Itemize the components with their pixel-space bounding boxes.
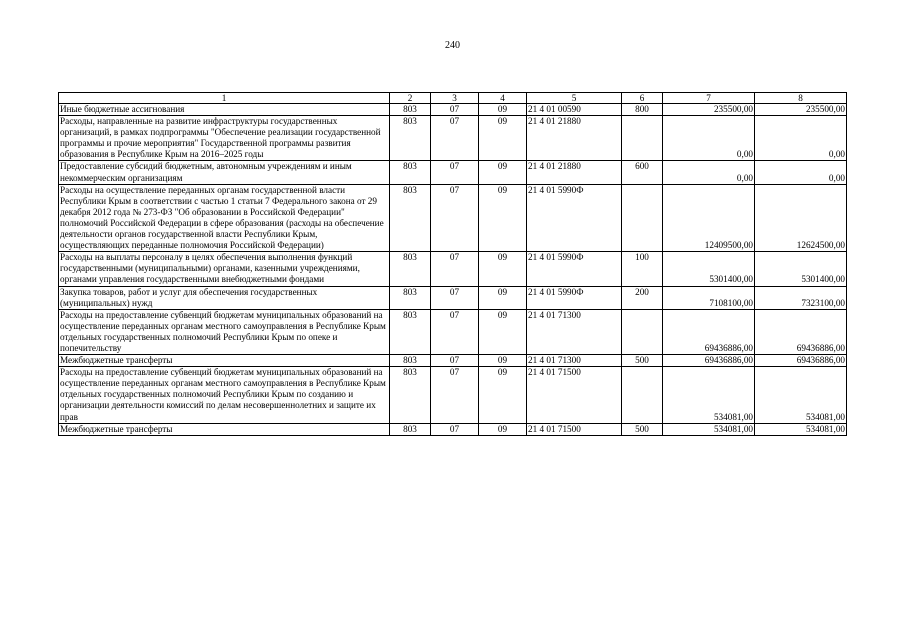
target-article-cell: 21 4 01 71300 xyxy=(527,309,622,354)
amount-year2-cell: 534081,00 xyxy=(755,423,847,435)
expense-name-cell: Расходы, направленные на развитие инфраструктуры государственных организаций, в рамках подпрограммы "Обеспечение реализации государственной программы и прочие мероприятия" Государственной программы развития образования в Республике Крым на 2016–2025 годы xyxy=(59,116,390,161)
table-row xyxy=(59,116,847,161)
expense-type-cell: 500 xyxy=(622,355,663,367)
table-row xyxy=(59,184,847,252)
amount-year1-cell: 0,00 xyxy=(663,161,755,184)
amount-year2-cell: 0,00 xyxy=(755,161,847,184)
ministry-code-cell: 803 xyxy=(390,309,431,354)
table-row xyxy=(59,286,847,309)
expense-name-cell: Закупка товаров, работ и услуг для обеспечения государственных (муниципальных) нужд xyxy=(59,286,390,309)
target-article-cell: 21 4 01 5990Ф xyxy=(527,286,622,309)
amount-year1-cell: 69436886,00 xyxy=(663,309,755,354)
target-article-cell: 21 4 01 71500 xyxy=(527,367,622,423)
ministry-code-cell: 803 xyxy=(390,423,431,435)
section-code-cell: 07 xyxy=(431,367,479,423)
amount-year1-cell: 534081,00 xyxy=(663,367,755,423)
section-code-cell: 07 xyxy=(431,423,479,435)
ministry-code-cell: 803 xyxy=(390,355,431,367)
amount-year1-cell: 69436886,00 xyxy=(663,355,755,367)
section-code-cell: 07 xyxy=(431,116,479,161)
section-code-cell: 07 xyxy=(431,184,479,252)
page-number: 240 xyxy=(445,40,460,51)
ministry-code-cell: 803 xyxy=(390,161,431,184)
subsection-code-cell: 09 xyxy=(479,309,527,354)
amount-year2-cell: 7323100,00 xyxy=(755,286,847,309)
target-article-cell: 21 4 01 71500 xyxy=(527,423,622,435)
header-cell: 3 xyxy=(431,93,479,104)
section-code-cell: 07 xyxy=(431,104,479,116)
header-cell: 1 xyxy=(59,93,390,104)
expense-name-cell: Межбюджетные трансферты xyxy=(59,355,390,367)
subsection-code-cell: 09 xyxy=(479,423,527,435)
expense-name-cell: Межбюджетные трансферты xyxy=(59,423,390,435)
subsection-code-cell: 09 xyxy=(479,184,527,252)
expense-type-cell: 500 xyxy=(622,423,663,435)
ministry-code-cell: 803 xyxy=(390,286,431,309)
ministry-code-cell: 803 xyxy=(390,116,431,161)
section-code-cell: 07 xyxy=(431,252,479,286)
section-code-cell: 07 xyxy=(431,161,479,184)
subsection-code-cell: 09 xyxy=(479,286,527,309)
table-row xyxy=(59,423,847,435)
table-row xyxy=(59,367,847,423)
amount-year1-cell: 0,00 xyxy=(663,116,755,161)
subsection-code-cell: 09 xyxy=(479,161,527,184)
header-cell: 8 xyxy=(755,93,847,104)
subsection-code-cell: 09 xyxy=(479,116,527,161)
expense-type-cell xyxy=(622,116,663,161)
expense-type-cell: 200 xyxy=(622,286,663,309)
subsection-code-cell: 09 xyxy=(479,104,527,116)
header-cell: 7 xyxy=(663,93,755,104)
amount-year1-cell: 12409500,00 xyxy=(663,184,755,252)
header-cell: 2 xyxy=(390,93,431,104)
header-cell: 5 xyxy=(527,93,622,104)
amount-year1-cell: 235500,00 xyxy=(663,104,755,116)
expense-type-cell xyxy=(622,309,663,354)
ministry-code-cell: 803 xyxy=(390,367,431,423)
header-cell: 6 xyxy=(622,93,663,104)
amount-year2-cell: 534081,00 xyxy=(755,367,847,423)
expense-type-cell: 100 xyxy=(622,252,663,286)
header-cell: 4 xyxy=(479,93,527,104)
expense-type-cell xyxy=(622,184,663,252)
expense-type-cell: 800 xyxy=(622,104,663,116)
table-row xyxy=(59,355,847,367)
table-row xyxy=(59,161,847,184)
amount-year2-cell: 12624500,00 xyxy=(755,184,847,252)
expense-name-cell: Расходы на предоставление субвенций бюджетам муниципальных образований на осуществление переданных органам местного самоуправления в Республике Крым отдельных государственных полномочий Республики Крым по опеке и попечительству xyxy=(59,309,390,354)
expense-name-cell: Расходы на предоставление субвенций бюджетам муниципальных образований на осуществление переданных органам местного самоуправления в Республике Крым отдельных государственных полномочий Республики Крым по созданию и организации деятельности комиссий по делам несовершеннолетних и защите их прав xyxy=(59,367,390,423)
table-row xyxy=(59,104,847,116)
expense-type-cell xyxy=(622,367,663,423)
section-code-cell: 07 xyxy=(431,355,479,367)
table-row xyxy=(59,309,847,354)
target-article-cell: 21 4 01 5990Ф xyxy=(527,252,622,286)
table-row xyxy=(59,252,847,286)
expense-name-cell: Расходы на осуществление переданных органам государственной власти Республики Крым в соответствии с частью 1 статьи 7 Федерального закона от 29 декабря 2012 года № 273-ФЗ "Об образовании в Российской Федерации" полномочий Российской Федерации в сфере образования (расходы на обеспечение деятельности органов государственной власти Республики Крым, осуществляющих переданные полномочия Российской Федерации) xyxy=(59,184,390,252)
amount-year2-cell: 69436886,00 xyxy=(755,355,847,367)
subsection-code-cell: 09 xyxy=(479,355,527,367)
amount-year1-cell: 534081,00 xyxy=(663,423,755,435)
target-article-cell: 21 4 01 00590 xyxy=(527,104,622,116)
subsection-code-cell: 09 xyxy=(479,252,527,286)
amount-year1-cell: 7108100,00 xyxy=(663,286,755,309)
ministry-code-cell: 803 xyxy=(390,104,431,116)
header-row xyxy=(59,93,847,104)
expense-name-cell: Иные бюджетные ассигнования xyxy=(59,104,390,116)
subsection-code-cell: 09 xyxy=(479,367,527,423)
ministry-code-cell: 803 xyxy=(390,252,431,286)
amount-year2-cell: 0,00 xyxy=(755,116,847,161)
target-article-cell: 21 4 01 21880 xyxy=(527,116,622,161)
target-article-cell: 21 4 01 71300 xyxy=(527,355,622,367)
budget-table xyxy=(58,92,847,436)
amount-year2-cell: 235500,00 xyxy=(755,104,847,116)
ministry-code-cell: 803 xyxy=(390,184,431,252)
target-article-cell: 21 4 01 21880 xyxy=(527,161,622,184)
section-code-cell: 07 xyxy=(431,286,479,309)
expense-name-cell: Расходы на выплаты персоналу в целях обеспечения выполнения функций государственными (муниципальными) органами, казенными учреждениями, органами управления государственными внебюджетными фондами xyxy=(59,252,390,286)
expense-type-cell: 600 xyxy=(622,161,663,184)
target-article-cell: 21 4 01 5990Ф xyxy=(527,184,622,252)
section-code-cell: 07 xyxy=(431,309,479,354)
amount-year2-cell: 69436886,00 xyxy=(755,309,847,354)
amount-year1-cell: 5301400,00 xyxy=(663,252,755,286)
amount-year2-cell: 5301400,00 xyxy=(755,252,847,286)
expense-name-cell: Предоставление субсидий бюджетным, автономным учреждениям и иным некоммерческим организациям xyxy=(59,161,390,184)
